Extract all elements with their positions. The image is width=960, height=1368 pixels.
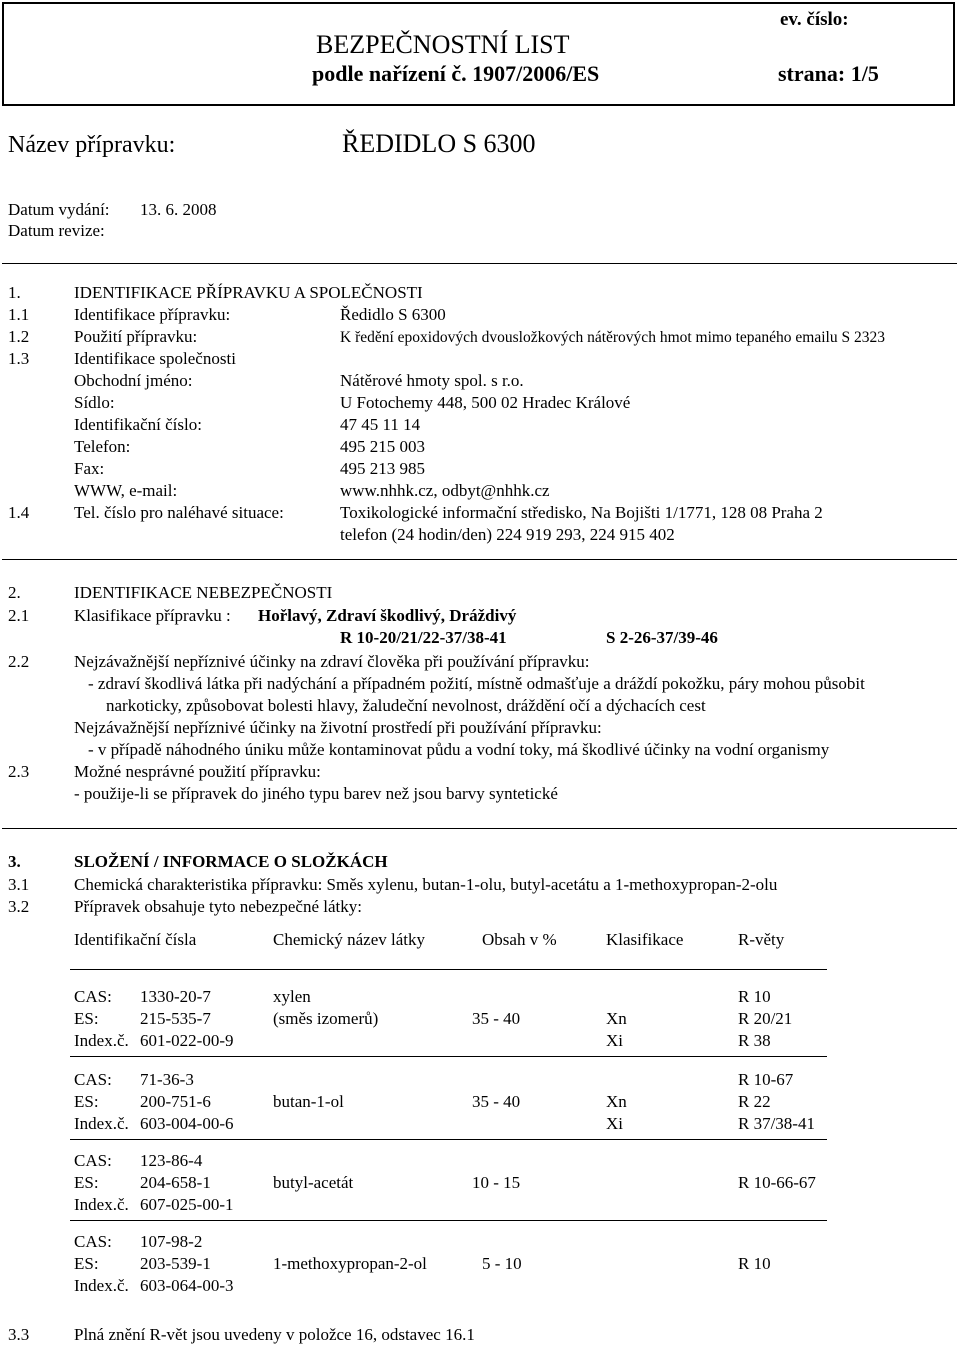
es-number: 215-535-7 bbox=[140, 1009, 211, 1028]
document-title: BEZPEČNOSTNÍ LIST bbox=[316, 30, 570, 59]
emergency-contact-line1: Toxikologické informační středisko, Na Bojišti 1/1771, 128 08 Praha 2 bbox=[340, 503, 823, 522]
classification: Xn bbox=[606, 1009, 627, 1028]
r-phrase: R 38 bbox=[738, 1031, 771, 1050]
es-label: ES: bbox=[74, 1009, 99, 1028]
product-name: ŘEDIDLO S 6300 bbox=[342, 129, 536, 158]
section-1-number: 1. bbox=[8, 283, 21, 302]
health-effects-line1: - zdraví škodlivá látka při nadýchání a případném požití, místně odmašťuje a dráždí pokožku, páry mohou působit bbox=[88, 674, 865, 693]
index-number: 603-064-00-3 bbox=[140, 1276, 234, 1295]
item-2-2-number: 2.2 bbox=[8, 652, 30, 671]
index-label: Index.č. bbox=[74, 1031, 129, 1050]
env-effects-line: - v případě náhodného úniku může kontaminovat půdu a vodní toky, má škodlivé účinky na vodní organismy bbox=[88, 740, 830, 759]
company-name-label: Obchodní jméno: bbox=[74, 371, 193, 390]
section-3-title: SLOŽENÍ / INFORMACE O SLOŽKÁCH bbox=[74, 852, 388, 871]
company-name-value: Nátěrové hmoty spol. s r.o. bbox=[340, 371, 524, 390]
emergency-contact-line2: telefon (24 hodin/den) 224 919 293, 224 915 402 bbox=[340, 525, 675, 544]
item-1-1-label: Identifikace přípravku: bbox=[74, 305, 231, 324]
substance-name: 1-methoxypropan-2-ol bbox=[273, 1254, 427, 1273]
company-id-value: 47 45 11 14 bbox=[340, 415, 421, 434]
r-phrase: R 10-66-67 bbox=[738, 1173, 816, 1192]
content-percent: 35 - 40 bbox=[472, 1092, 521, 1111]
company-phone-value: 495 215 003 bbox=[340, 437, 425, 456]
col-header-name: Chemický název látky bbox=[273, 930, 426, 949]
item-1-2-label: Použití přípravku: bbox=[74, 327, 198, 346]
cas-label: CAS: bbox=[74, 1232, 112, 1251]
item-3-1-text: Chemická charakteristika přípravku: Směs xylenu, butan-1-olu, butyl-acetátu a 1-methoxypropan-2-olu bbox=[74, 875, 778, 894]
cas-number: 71-36-3 bbox=[140, 1070, 194, 1089]
r-phrase: R 10 bbox=[738, 987, 771, 1006]
col-header-content: Obsah v % bbox=[482, 930, 557, 949]
item-1-3-label: Identifikace společnosti bbox=[74, 349, 236, 368]
company-fax-label: Fax: bbox=[74, 459, 105, 478]
product-label: Název přípravku: bbox=[8, 132, 176, 158]
item-3-3-text: Plná znění R-vět jsou uvedeny v položce 16, odstavec 16.1 bbox=[74, 1325, 475, 1344]
substance-name: butan-1-ol bbox=[273, 1092, 344, 1111]
divider bbox=[2, 828, 957, 829]
col-header-id: Identifikační čísla bbox=[74, 930, 197, 949]
table-separator bbox=[70, 1056, 827, 1057]
classification: Xi bbox=[606, 1114, 623, 1133]
section-1-title: IDENTIFIKACE PŘÍPRAVKU A SPOLEČNOSTI bbox=[74, 283, 423, 302]
health-effects-heading: Nejzávažnější nepříznivé účinky na zdraví člověka při používání přípravku: bbox=[74, 652, 590, 671]
r-phrases: R 10-20/21/22-37/38-41 bbox=[340, 628, 507, 647]
item-1-1-number: 1.1 bbox=[8, 305, 30, 324]
item-1-4-label: Tel. číslo pro naléhavé situace: bbox=[74, 503, 284, 522]
item-2-3-label: Možné nesprávné použití přípravku: bbox=[74, 762, 321, 781]
company-address-value: U Fotochemy 448, 500 02 Hradec Králové bbox=[340, 393, 631, 412]
substance-name-note: (směs izomerů) bbox=[273, 1009, 379, 1028]
company-address-label: Sídlo: bbox=[74, 393, 115, 412]
ev-number-label: ev. číslo: bbox=[780, 9, 849, 30]
company-fax-value: 495 213 985 bbox=[340, 459, 425, 478]
item-1-3-number: 1.3 bbox=[8, 349, 30, 368]
section-2-title: IDENTIFIKACE NEBEZPEČNOSTI bbox=[74, 583, 333, 602]
section-2-number: 2. bbox=[8, 583, 21, 602]
substance-name: xylen bbox=[273, 987, 311, 1006]
es-label: ES: bbox=[74, 1092, 99, 1111]
item-3-1-number: 3.1 bbox=[8, 875, 30, 894]
health-effects-line2: narkoticky, způsobovat bolesti hlavy, žaludeční nevolnost, dráždění očí a dýchacích cest bbox=[106, 696, 706, 715]
table-separator bbox=[70, 969, 827, 970]
index-number: 607-025-00-1 bbox=[140, 1195, 234, 1214]
item-2-3-number: 2.3 bbox=[8, 762, 30, 781]
es-number: 200-751-6 bbox=[140, 1092, 211, 1111]
misuse-line: - použije-li se přípravek do jiného typu barev než jsou barvy syntetické bbox=[74, 784, 558, 803]
cas-label: CAS: bbox=[74, 1070, 112, 1089]
cas-number: 107-98-2 bbox=[140, 1232, 203, 1251]
cas-number: 123-86-4 bbox=[140, 1151, 203, 1170]
table-separator bbox=[70, 1139, 827, 1140]
r-phrase: R 37/38-41 bbox=[738, 1114, 815, 1133]
r-phrase: R 10-67 bbox=[738, 1070, 794, 1089]
issue-date-label: Datum vydání: bbox=[8, 200, 110, 219]
s-phrases: S 2-26-37/39-46 bbox=[606, 628, 718, 647]
index-label: Index.č. bbox=[74, 1276, 129, 1295]
item-3-3-number: 3.3 bbox=[8, 1325, 30, 1344]
hazard-classification: Hořlavý, Zdraví škodlivý, Dráždivý bbox=[258, 606, 517, 625]
r-phrase: R 22 bbox=[738, 1092, 771, 1111]
env-effects-heading: Nejzávažnější nepříznivé účinky na životní prostředí při používání přípravku: bbox=[74, 718, 602, 737]
issue-date-value: 13. 6. 2008 bbox=[140, 200, 217, 219]
content-percent: 35 - 40 bbox=[472, 1009, 521, 1028]
index-number: 601-022-00-9 bbox=[140, 1031, 234, 1050]
item-3-2-text: Přípravek obsahuje tyto nebezpečné látky: bbox=[74, 897, 362, 916]
es-label: ES: bbox=[74, 1173, 99, 1192]
col-header-class: Klasifikace bbox=[606, 930, 684, 949]
cas-label: CAS: bbox=[74, 1151, 112, 1170]
page-number: strana: 1/5 bbox=[778, 61, 879, 86]
section-3-number: 3. bbox=[8, 852, 21, 871]
cas-label: CAS: bbox=[74, 987, 112, 1006]
document-subtitle: podle nařízení č. 1907/2006/ES bbox=[312, 61, 600, 86]
item-1-2-number: 1.2 bbox=[8, 327, 30, 346]
r-phrase: R 20/21 bbox=[738, 1009, 793, 1028]
classification: Xi bbox=[606, 1031, 623, 1050]
company-phone-label: Telefon: bbox=[74, 437, 131, 456]
index-label: Index.č. bbox=[74, 1114, 129, 1133]
cas-number: 1330-20-7 bbox=[140, 987, 211, 1006]
index-number: 603-004-00-6 bbox=[140, 1114, 234, 1133]
item-1-4-number: 1.4 bbox=[8, 503, 30, 522]
item-1-1-value: Ředidlo S 6300 bbox=[340, 305, 446, 324]
revision-date-label: Datum revize: bbox=[8, 221, 105, 240]
content-percent: 10 - 15 bbox=[472, 1173, 521, 1192]
divider bbox=[2, 559, 957, 560]
substance-name: butyl-acetát bbox=[273, 1173, 354, 1192]
index-label: Index.č. bbox=[74, 1195, 129, 1214]
item-2-1-number: 2.1 bbox=[8, 606, 30, 625]
item-2-1-label: Klasifikace přípravku : bbox=[74, 606, 231, 625]
item-3-2-number: 3.2 bbox=[8, 897, 30, 916]
company-id-label: Identifikační číslo: bbox=[74, 415, 202, 434]
r-phrase: R 10 bbox=[738, 1254, 771, 1273]
content-percent: 5 - 10 bbox=[482, 1254, 522, 1273]
table-separator bbox=[70, 1220, 827, 1221]
col-header-rphrases: R-věty bbox=[738, 930, 785, 949]
es-label: ES: bbox=[74, 1254, 99, 1273]
es-number: 203-539-1 bbox=[140, 1254, 211, 1273]
company-web-value[interactable]: www.nhhk.cz, odbyt@nhhk.cz bbox=[340, 481, 550, 500]
item-1-2-value: K ředění epoxidových dvousložkových nátěrových hmot mimo tepaného emailu S 2323 bbox=[340, 329, 885, 346]
company-web-label: WWW, e-mail: bbox=[74, 481, 178, 500]
classification: Xn bbox=[606, 1092, 627, 1111]
es-number: 204-658-1 bbox=[140, 1173, 211, 1192]
divider bbox=[2, 263, 957, 264]
